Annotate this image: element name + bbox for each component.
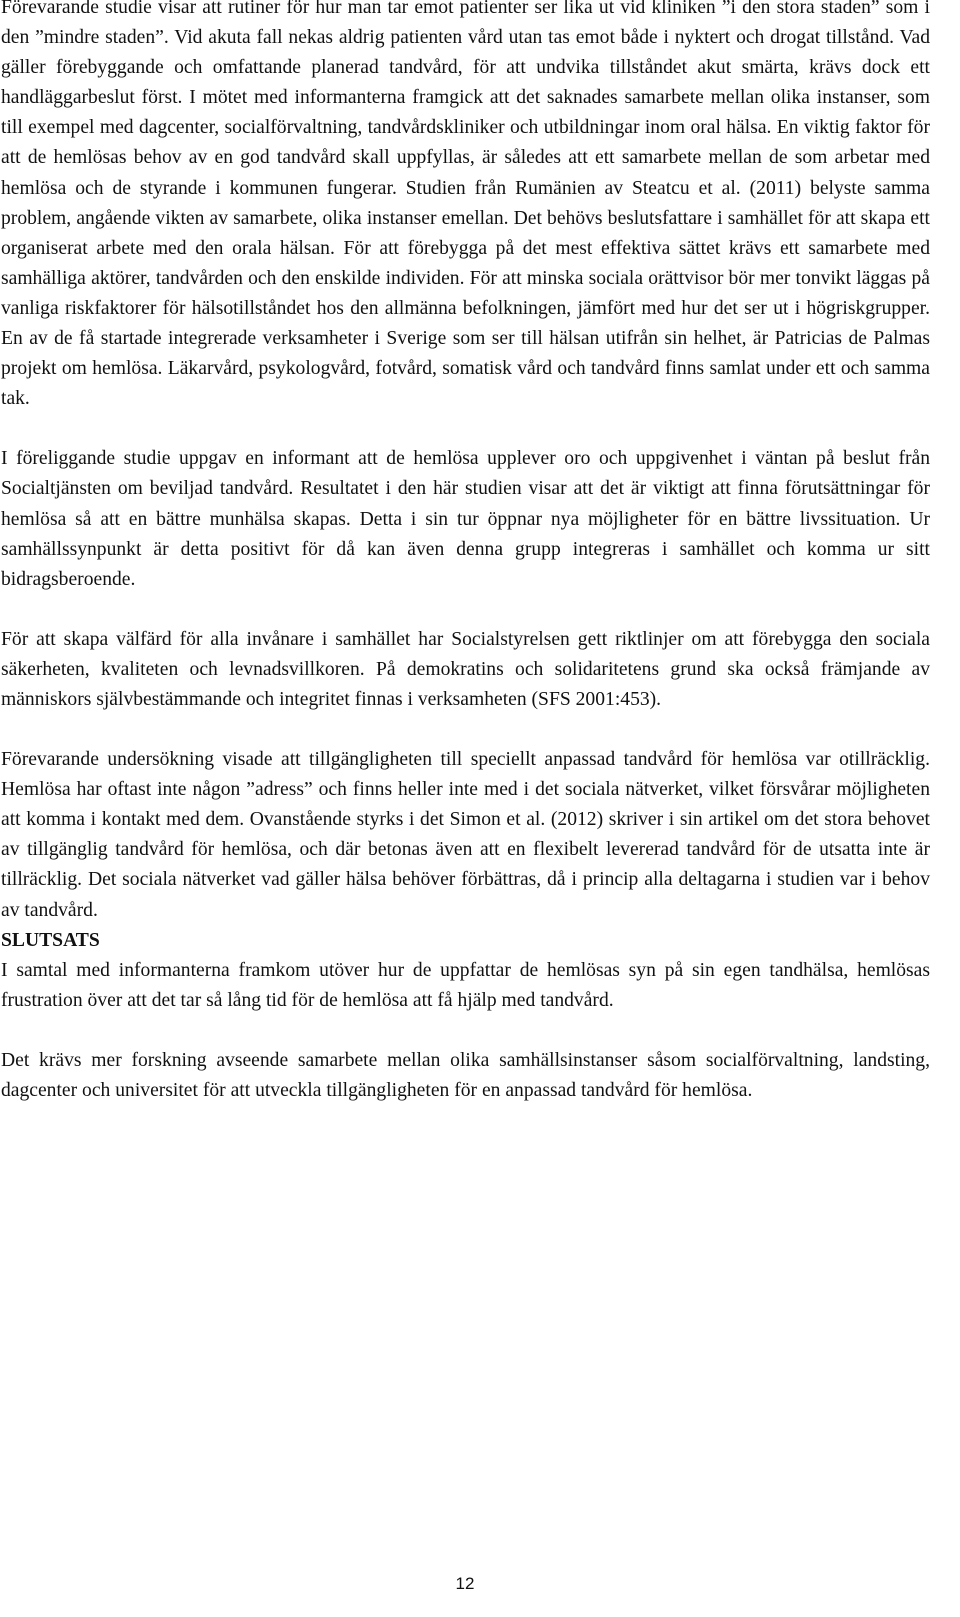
- paragraph-2: I föreliggande studie uppgav en informant att de hemlösa upplever oro och uppgivenhet i väntan på beslut från Socialtjänsten om beviljad tandvård. Resultatet i den här studien visar att det är viktigt att finna förutsättningar för hemlösa så att en bättre munhälsa skapas. Detta i sin tur öppnar nya möjligheter för en bättre livssituation. Ur samhällssynpunkt är detta positivt för då kan även denna grupp integreras i samhället och komma ur sitt bidragsberoende.: [1, 448, 930, 590]
- conclusion-paragraph-2: Det krävs mer forskning avseende samarbete mellan olika samhällsinstanser såsom socialförvaltning, landsting, dagcenter och universitet för att utveckla tillgängligheten för en anpassad tandvård för hemlösa.: [1, 1049, 930, 1101]
- paragraph-1: Förevarande studie visar att rutiner för hur man tar emot patienter ser lika ut vid kliniken ”i den stora staden” som i den ”mindre staden”. Vid akuta fall nekas aldrig patienten vård utan tas emot både i nyktert och drogat tillstånd. Vad gäller förebyggande och omfattande planerad tandvård, för att undvika tillståndet akut smärta, krävs dock ett handläggarbeslut först. I mötet med informanterna framgick att det saknades samarbete mellan olika instanser, som till exempel med dagcenter, socialförvaltning, tandvårdskliniker och utbildningar inom oral hälsa. En viktig faktor för att de hemlösas behov av en god tandvård skall uppfyllas, är således att ett samarbete mellan de som arbetar med hemlösa och de styrande i kommunen fungerar. Studien från Rumänien av Steatcu et al. (2011) belyste samma problem, angående vikten av samarbete, olika instanser emellan. Det behövs beslutsfattare i samhället för att skapa ett organiserat arbete med den orala hälsan. För att förebygga på det mest effektiva sättet krävs ett samarbete med samhälliga aktörer, tandvården och den enskilde individen. För att minska sociala orättvisor bör mer tonvikt läggas på vanliga riskfaktorer för hälsotillståndet hos den allmänna befolkningen, jämfört med hur det ser ut i högriskgrupper. En av de få startade integrerade verksamheter i Sverige som ser till hälsan utifrån sin helhet, är Patricias de Palmas projekt om hemlösa. Läkarvård, psykologvård, fotvård, somatisk vård och tandvård finns samlat under ett och samma tak.: [1, 0, 930, 410]
- body-text: [1, 0, 930, 1106]
- conclusion-paragraph-1: I samtal med informanterna framkom utöver hur de uppfattar de hemlösas syn på sin egen tandhälsa, hemlösas frustration över att det tar så lång tid för de hemlösa att få hjälp med tandvård.: [1, 959, 930, 1011]
- page-number: 12: [455, 1574, 475, 1593]
- paragraph-4: Förevarande undersökning visade att tillgängligheten till speciellt anpassad tandvård för hemlösa var otillräcklig. Hemlösa har oftast inte någon ”adress” och finns heller inte med i det sociala nätverket, vilket försvårar möjligheten att komma i kontakt med dem. Ovanstående styrks i det Simon et al. (2012) skriver i sin artikel om det stora behovet av tillgänglig tandvård för hemlösa, och där betonas även att en flexibelt levererad tandvård för de utsatta inte är tillräcklig. Det sociala nätverket vad gäller hälsa behöver förbättras, då i princip alla deltagarna i studien var i behov av tandvård.: [1, 749, 930, 921]
- section-heading: SLUTSATS: [1, 929, 100, 951]
- paragraph-3: För att skapa välfärd för alla invånare i samhället har Socialstyrelsen gett riktlinjer om att förebygga den sociala säkerheten, kvaliteten och levnadsvillkoren. På demokratins och solidaritetens grund ska också främjande av människors självbestämmande och integritet finnas i verksamheten (SFS 2001:453).: [1, 628, 930, 710]
